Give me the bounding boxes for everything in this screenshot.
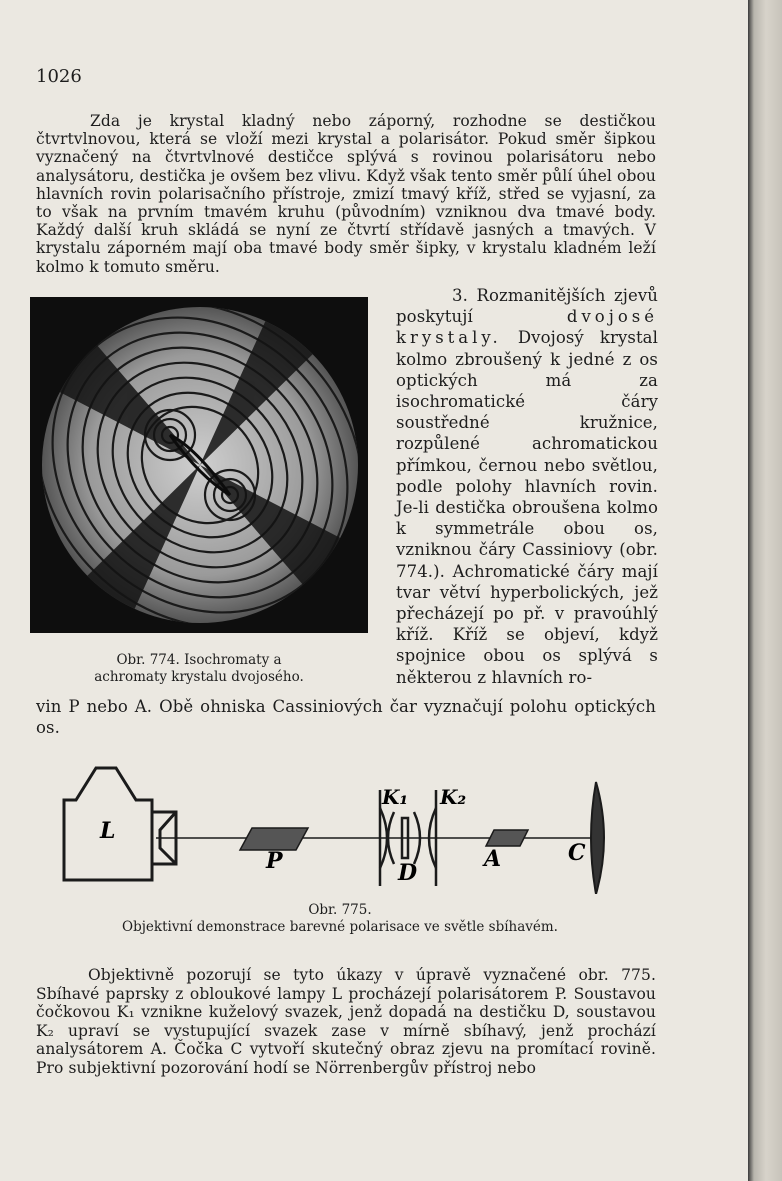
figure-774-caption-line2: achromaty krystalu dvojosého. (94, 669, 304, 685)
figure-775-caption-text: Objektivní demonstrace barevné polarisace ve světle sbíhavém. (122, 919, 558, 935)
paragraph-1: Zda je krystal kladný nebo záporný, rozhodne se destičkou čtvrtvlnovou, která se vloží mezi krystal a polarisátor. Pokud směr šipkou vyznačený na čtvrtvlnové destičce splývá s rovinou polarisátoru nebo analysátoru, destička je ovšem bez vlivu. Když však tento směr půlí úhel obou hlavních rovin polarisačního přístroje, zmizí tmavý kříž, střed se vyjasní, za to však na prvním tmavém kruhu (původním) vzniknou dva tmavé body. Každý další kruh skládá se nyní ze čtvrtí střídavě jasných a tmavých. V krystalu záporném mají oba tmavé body směr šipky, v krystalu kladném leží kolmo k tomuto směru. (36, 112, 656, 276)
book-spine-edge (748, 0, 782, 1181)
figure-775-caption (60, 902, 620, 936)
label-analyzer: A (484, 846, 502, 872)
label-plate: D (398, 860, 418, 886)
page-number: 1026 (36, 66, 82, 87)
figure-774-caption-line1: Obr. 774. Isochromaty a (116, 652, 282, 668)
polarizer-prism (240, 828, 308, 850)
projection-lens (591, 782, 604, 894)
label-lamp: L (100, 818, 116, 844)
paragraph-2-tail: vin P nebo A. Obě ohniska Cassiniových čar vyznačují polohu optických os. (36, 697, 656, 737)
paragraph-2-number: 3. (452, 286, 468, 305)
figure-774-caption (30, 652, 368, 686)
analyzer-prism (486, 830, 528, 846)
paragraph-2-column (396, 285, 658, 688)
paragraph-2-column-text: Dvojosý krystal kolmo zbroušený k jedné z os optických má za isochromatické čáry soustředné kružnice, rozpůlené achromatickou přímkou, černou nebo světlou, podle polohy hlavních rovin. Je-li destička obroušena kolmo k symmetrále obou os, vzniknou čáry Cassiniovy (obr. 774.). Achromatické čáry mají tvar větví hyperbolických, jež přecházejí po př. v pravoúhlý kříž. Kříž se objeví, když spojnice obou os splývá s některou z hlavních ro- (396, 328, 658, 687)
label-projection-lens: C (568, 840, 586, 866)
paragraph-3: Objektivně pozorují se tyto úkazy v úpravě vyznačené obr. 775. Sbíhavé paprsky z obloukové lampy L procházejí polarisátorem P. Soustavou čočkovou K₁ vznikne kuželový svazek, jenž dopadá na destičku D, soustavou K₂ upraví se vystupující svazek zase v mírně sbíhavý, jenž prochází analysátorem A. Čočka C vytvoří skutečný obraz zjevu na promítací rovině. Pro subjektivní pozorování hodí se Nörrenbergův přístroj nebo (36, 966, 656, 1077)
figure-775-diagram (56, 760, 616, 894)
label-lens-k1: K₁ (382, 785, 409, 809)
paragraph-2-spaced-term: dvojosé krystaly. (396, 307, 658, 348)
label-lens-k2: K₂ (440, 785, 467, 809)
label-polarizer: P (266, 848, 283, 874)
paragraph-2-lead: Rozmanitějších zjevů poskytují (396, 286, 658, 327)
figure-775-caption-number: Obr. 775. (308, 902, 372, 918)
figure-774-photo (30, 297, 368, 633)
isochromate-pattern-image (30, 297, 368, 633)
